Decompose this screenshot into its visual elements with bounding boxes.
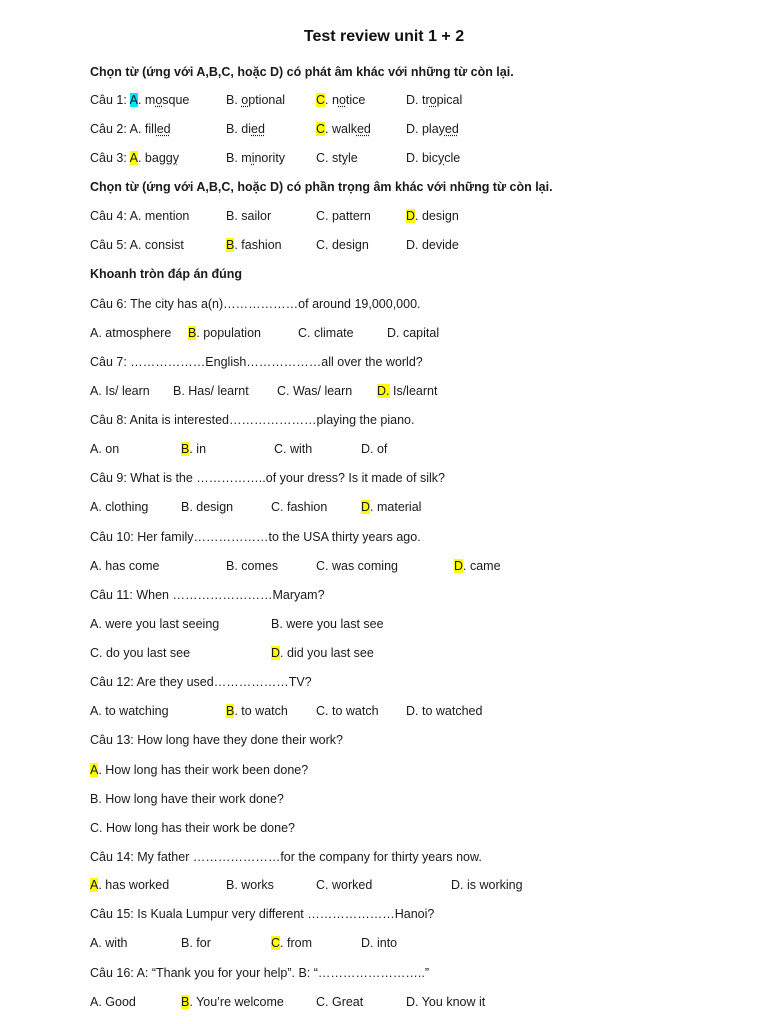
question-8-option-a[interactable]: A. on: [90, 442, 120, 456]
question-11-option-d[interactable]: D. did you last see: [271, 646, 374, 660]
question-11-option-c[interactable]: C. do you last see: [90, 646, 191, 660]
question-8-option-b[interactable]: B. in: [181, 442, 207, 456]
question-7-option-c[interactable]: C. Was/ learn: [277, 384, 353, 398]
answer-highlight: B: [226, 704, 235, 718]
question-16-option-b[interactable]: B. You’re welcome: [181, 995, 284, 1009]
question-10-text: Câu 10: Her family………………to the USA thirty years ago.: [90, 530, 421, 544]
question-13-text: Câu 13: How long have they done their work?: [90, 733, 343, 747]
question-9-option-c[interactable]: C. fashion: [271, 500, 328, 514]
question-12-option-d[interactable]: D. to watched: [406, 704, 483, 718]
question-7-option-a[interactable]: A. Is/ learn: [90, 384, 150, 398]
question-16-option-a[interactable]: A. Good: [90, 995, 136, 1009]
answer-highlight: B: [226, 238, 235, 252]
question-1-option-c[interactable]: C. notice: [316, 93, 366, 107]
question-10-option-c[interactable]: C. was coming: [316, 559, 398, 573]
question-4-label: Câu 4:: [90, 209, 130, 223]
question-3-option-a[interactable]: Câu 3: A. baggy: [90, 151, 179, 165]
question-14-text: Câu 14: My father …………………for the company for thirty years now.: [90, 850, 482, 864]
question-15-option-b[interactable]: B. for: [181, 936, 211, 950]
question-6-option-a[interactable]: A. atmosphere: [90, 326, 172, 340]
question-10-option-b[interactable]: B. comes: [226, 559, 279, 573]
page-title: Test review unit 1 + 2: [303, 28, 465, 45]
question-7-option-b[interactable]: B. Has/ learnt: [173, 384, 249, 398]
question-16-option-d[interactable]: D. You know it: [406, 995, 486, 1009]
question-1-option-b[interactable]: B. optional: [226, 93, 286, 107]
question-11-option-b[interactable]: B. were you last see: [271, 617, 384, 631]
question-6-option-d[interactable]: D. capital: [387, 326, 440, 340]
question-15-option-d[interactable]: D. into: [361, 936, 398, 950]
question-8-option-d[interactable]: D. of: [361, 442, 388, 456]
question-15-option-c[interactable]: C. from: [271, 936, 312, 950]
section-heading-pronunciation: Chọn từ (ứng với A,B,C, hoặc D) có phát âm khác với những từ còn lại.: [90, 65, 514, 79]
question-13-option-a[interactable]: A. How long has their work been done?: [90, 763, 309, 777]
question-5-label: Câu 5:: [90, 238, 130, 252]
section-heading-choose-answer: Khoanh tròn đáp án đúng: [90, 267, 243, 281]
answer-highlight: B: [181, 442, 190, 456]
question-6-text: Câu 6: The city has a(n)………………of around 19,000,000.: [90, 297, 421, 311]
question-12-text: Câu 12: Are they used………………TV?: [90, 675, 312, 689]
question-8-text: Câu 8: Anita is interested…………………playing the piano.: [90, 413, 415, 427]
question-5-option-a[interactable]: Câu 5: A. consist: [90, 238, 184, 252]
question-14-option-d[interactable]: D. is working: [451, 878, 523, 892]
answer-highlight: D: [361, 500, 371, 514]
question-1-label: Câu 1:: [90, 93, 130, 107]
section-heading-stress: Chọn từ (ứng với A,B,C, hoặc D) có phần trọng âm khác với những từ còn lại.: [90, 180, 553, 194]
question-3-option-d[interactable]: D. bicycle: [406, 151, 461, 165]
question-2-option-d[interactable]: D. played: [406, 122, 459, 136]
answer-highlight: B: [188, 326, 197, 340]
question-7-option-d[interactable]: D. Is/learnt: [377, 384, 438, 398]
question-10-option-a[interactable]: A. has come: [90, 559, 160, 573]
answer-highlight: A: [90, 763, 99, 777]
answer-highlight: B: [181, 995, 190, 1009]
question-13-option-c[interactable]: C. How long has their work be done?: [90, 821, 295, 835]
question-15-option-a[interactable]: A. with: [90, 936, 128, 950]
question-3-option-c[interactable]: C. style: [316, 151, 358, 165]
answer-highlight: C: [316, 93, 326, 107]
question-8-option-c[interactable]: C. with: [274, 442, 313, 456]
answer-highlight: C: [316, 122, 326, 136]
answer-highlight: A: [129, 151, 138, 165]
question-9-option-a[interactable]: A. clothing: [90, 500, 149, 514]
question-4-option-a[interactable]: Câu 4: A. mention: [90, 209, 190, 223]
question-12-option-a[interactable]: A. to watching: [90, 704, 169, 718]
answer-highlight: D: [271, 646, 281, 660]
question-11-option-a[interactable]: A. were you last seeing: [90, 617, 220, 631]
question-14-option-b[interactable]: B. works: [226, 878, 274, 892]
question-14-option-a[interactable]: A. has worked: [90, 878, 170, 892]
question-3-label: Câu 3:: [90, 151, 130, 165]
answer-highlight: A: [129, 93, 138, 107]
question-1-option-a[interactable]: Câu 1: A. mosque: [90, 93, 190, 107]
answer-highlight: C: [271, 936, 281, 950]
question-4-option-c[interactable]: C. pattern: [316, 209, 371, 223]
question-14-option-c[interactable]: C. worked: [316, 878, 373, 892]
question-16-option-c[interactable]: C. Great: [316, 995, 364, 1009]
question-16-text: Câu 16: A: “Thank you for your help”. B: “……………………..”: [90, 966, 429, 980]
question-4-option-b[interactable]: B. sailor: [226, 209, 272, 223]
question-9-text: Câu 9: What is the ……………..of your dress? Is it made of silk?: [90, 471, 445, 485]
question-3-option-b[interactable]: B. minority: [226, 151, 286, 165]
question-10-option-d[interactable]: D. came: [454, 559, 501, 573]
question-2-option-b[interactable]: B. died: [226, 122, 265, 136]
question-12-option-c[interactable]: C. to watch: [316, 704, 379, 718]
question-15-text: Câu 15: Is Kuala Lumpur very different …………………Hanoi?: [90, 907, 435, 921]
answer-highlight: D: [406, 209, 416, 223]
question-13-option-b[interactable]: B. How long have their work done?: [90, 792, 284, 806]
answer-highlight: D.: [377, 384, 390, 398]
question-2-option-a[interactable]: Câu 2: A. filled: [90, 122, 171, 136]
question-1-option-d[interactable]: D. tropical: [406, 93, 463, 107]
question-2-option-c[interactable]: C. walked: [316, 122, 371, 136]
question-5-option-b[interactable]: B. fashion: [226, 238, 282, 252]
question-11-text: Câu 11: When ……………………Maryam?: [90, 588, 325, 602]
question-9-option-b[interactable]: B. design: [181, 500, 234, 514]
question-4-option-d[interactable]: D. design: [406, 209, 459, 223]
question-5-option-c[interactable]: C. design: [316, 238, 369, 252]
question-7-text: Câu 7: ………………English………………all over the world?: [90, 355, 423, 369]
question-9-option-d[interactable]: D. material: [361, 500, 422, 514]
question-5-option-d[interactable]: D. devide: [406, 238, 459, 252]
question-6-option-c[interactable]: C. climate: [298, 326, 354, 340]
answer-highlight: D: [454, 559, 464, 573]
question-2-label: Câu 2:: [90, 122, 130, 136]
question-6-option-b[interactable]: B. population: [188, 326, 261, 340]
answer-highlight: A: [90, 878, 99, 892]
question-12-option-b[interactable]: B. to watch: [226, 704, 288, 718]
